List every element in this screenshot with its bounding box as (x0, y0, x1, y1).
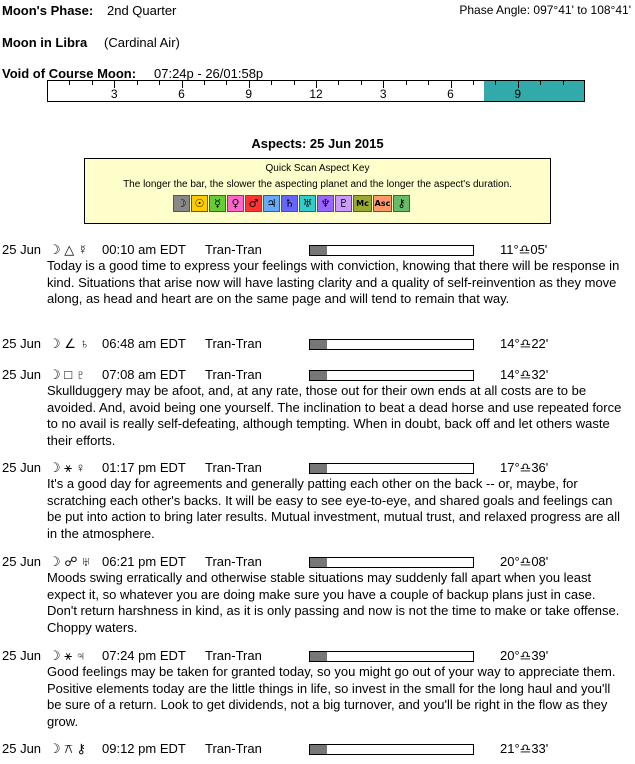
aspect-degree: 11°♎05' (500, 242, 548, 257)
timeline-label: 6 (447, 87, 454, 101)
timeline-tick (271, 81, 272, 85)
aspect-key-cell: ♆ (317, 195, 334, 212)
aspect-key (84, 158, 551, 224)
aspect-date: 25 Jun (2, 242, 42, 257)
aspect-key-cell: ♇ (335, 195, 352, 212)
aspect-time: 00:10 am EDT (102, 242, 186, 257)
aspect-duration-fill (310, 340, 327, 349)
timeline-label: 12 (309, 87, 323, 101)
aspect-description: It's a good day for agreements and generally patting each other on the back -- or, maybe, for scratching each other's backs. It will be easy to see eye-to-eye, and shared goals and feelings can be put into action to bring later results. Mutual investment, mutual trust, and relaxed progress are all in the atmosphere. (47, 476, 621, 541)
aspect-degree: 17°♎36' (500, 460, 549, 475)
aspect-key-cell: Mc (353, 195, 372, 212)
timeline-label: 9 (514, 87, 522, 101)
timeline-tick (540, 81, 541, 85)
timeline-label: 6 (178, 87, 185, 101)
aspect-duration-fill (310, 558, 327, 567)
moon-sign-quality: (Cardinal Air) (104, 35, 180, 50)
aspect-key-cell: ☉ (191, 195, 208, 212)
aspect-glyphs: ☽ ☍ ♅ (49, 554, 91, 569)
timeline-label: 3 (110, 87, 118, 101)
aspect-date: 25 Jun (2, 554, 42, 569)
aspect-degree: 14°♎22' (500, 336, 549, 351)
aspect-date: 25 Jun (2, 648, 42, 663)
aspect-type: Tran-Tran (205, 554, 262, 569)
aspect-time: 09:12 pm EDT (102, 741, 186, 756)
voc-value: 07:24p - 26/01:58p (154, 66, 264, 81)
aspect-key-cell: ♂ (245, 195, 262, 212)
void-of-course-highlight (484, 81, 584, 101)
timeline-tick (473, 81, 474, 85)
aspect-time: 06:21 pm EDT (102, 554, 186, 569)
aspect-duration-bar (309, 651, 474, 662)
timeline-tick (69, 81, 70, 85)
aspect-time: 06:48 am EDT (102, 336, 186, 351)
timeline-tick (406, 81, 407, 85)
aspect-row (2, 367, 632, 383)
aspect-date: 25 Jun (2, 741, 42, 756)
aspect-duration-fill (310, 371, 327, 380)
aspect-key-subtitle: The longer the bar, the slower the aspecting planet and the longer the aspect's duration. (123, 179, 512, 190)
aspect-key-cell: ♄ (281, 195, 298, 212)
aspect-duration-bar (309, 370, 474, 381)
timeline-tick (159, 81, 160, 85)
aspect-date: 25 Jun (2, 367, 42, 382)
aspect-glyphs: ☽ ∠ ♄ (49, 336, 90, 351)
aspect-duration-bar (309, 557, 474, 568)
aspect-duration-fill (310, 745, 327, 754)
moon-phase-label: Moon's Phase: (2, 3, 94, 18)
aspect-type: Tran-Tran (205, 242, 262, 257)
aspect-type: Tran-Tran (205, 460, 262, 475)
aspect-duration-bar (309, 245, 474, 256)
timeline-tick (92, 81, 93, 85)
aspect-degree: 20°♎39' (500, 648, 549, 663)
aspect-duration-fill (310, 652, 327, 661)
timeline-tick (338, 81, 339, 85)
aspect-key-cell: Asc (373, 195, 392, 212)
aspect-description: Today is a good time to express your feelings with conviction, knowing that there will be response in kind. Situations that arise now will have lasting clarity and a quality of self-reinvention as they move along, as head and heart are on the same page and will tend to remain that way. (47, 258, 620, 306)
aspect-degree: 14°♎32' (500, 367, 549, 382)
aspect-time: 01:17 pm EDT (102, 460, 186, 475)
aspect-key-cell: ⚷ (393, 195, 410, 212)
aspect-key-cell: ☽ (173, 195, 190, 212)
aspect-duration-fill (310, 464, 327, 473)
timeline-tick (137, 81, 138, 85)
timeline-label: 9 (245, 87, 253, 101)
aspect-glyphs: ☽ □ ♇ (49, 367, 86, 382)
aspects-title: Aspects: 25 Jun 2015 (251, 136, 384, 151)
aspect-date: 25 Jun (2, 460, 42, 475)
aspect-row (2, 336, 632, 352)
aspect-key-cell: ♃ (263, 195, 280, 212)
aspect-key-cell: ♅ (299, 195, 316, 212)
timeline-tick (428, 81, 429, 85)
aspect-degree: 21°♎33' (500, 741, 549, 756)
aspect-glyphs: ☽ ⚹ ♀ (49, 460, 86, 475)
aspect-type: Tran-Tran (205, 367, 262, 382)
timeline-tick (563, 81, 564, 85)
aspect-date: 25 Jun (2, 336, 42, 351)
timeline-tick (226, 81, 227, 85)
aspect-description: Good feelings may be taken for granted today, so you might go out of your way to appreciate them. Positive elements today are the little things in life, so invest in the small for the long haul and you'll be sure of a return. Look to get dividends, not a big turnover, and you'll be right in the flow as they grow. (47, 664, 616, 729)
timeline-tick (361, 81, 362, 85)
moon-sign-label: Moon in Libra (2, 35, 88, 50)
aspect-description: Skullduggery may be afoot, and, at any rate, those out for their own ends at all costs are to be avoided. And, avoid being one yourself. The inclination to beat a dead horse and use repeated force to no avail is really self-defeating, although tempting. When in doubt, back off and let others waste their efforts. (47, 383, 622, 448)
timeline-tick (495, 81, 496, 85)
timeline-tick (294, 81, 295, 85)
aspect-key-title: Quick Scan Aspect Key (265, 163, 370, 174)
aspect-row (2, 554, 632, 570)
moon-phase-value: 2nd Quarter (107, 3, 177, 18)
aspect-row (2, 741, 632, 757)
void-of-course-timeline (47, 80, 585, 102)
timeline-label: 3 (379, 87, 387, 101)
voc-label: Void of Course Moon: (2, 66, 137, 81)
aspect-duration-bar (309, 463, 474, 474)
aspect-key-cells (173, 195, 411, 212)
aspect-row (2, 242, 632, 258)
timeline-tick (204, 81, 205, 85)
aspect-type: Tran-Tran (205, 336, 262, 351)
aspect-type: Tran-Tran (205, 648, 262, 663)
aspect-row (2, 648, 632, 664)
aspect-duration-bar (309, 744, 474, 755)
aspect-glyphs: ☽ ⚹ ♃ (49, 648, 86, 663)
aspect-time: 07:24 pm EDT (102, 648, 186, 663)
aspect-time: 07:08 am EDT (102, 367, 186, 382)
aspect-duration-bar (309, 339, 474, 350)
aspect-duration-fill (310, 246, 327, 255)
aspect-key-cell: ♀ (227, 195, 244, 212)
aspect-description: Moods swing erratically and otherwise stable situations may suddenly fall apart when you least expect it, so whatever you are doing make sure you have a couple of backup plans just in case. Don't return harshness in kind, as it is only passing and now is not the time to make or take offense. Choppy waters. (47, 570, 620, 635)
aspect-key-cell: ☿ (209, 195, 226, 212)
aspect-type: Tran-Tran (205, 741, 262, 756)
aspect-row (2, 460, 632, 476)
aspect-glyphs: ☽ △ ☿ (49, 242, 88, 257)
aspect-degree: 20°♎08' (500, 554, 549, 569)
aspect-glyphs: ☽ ⚻ ⚷ (49, 741, 87, 756)
phase-angle: Phase Angle: 097°41' to 108°41' (459, 3, 631, 17)
